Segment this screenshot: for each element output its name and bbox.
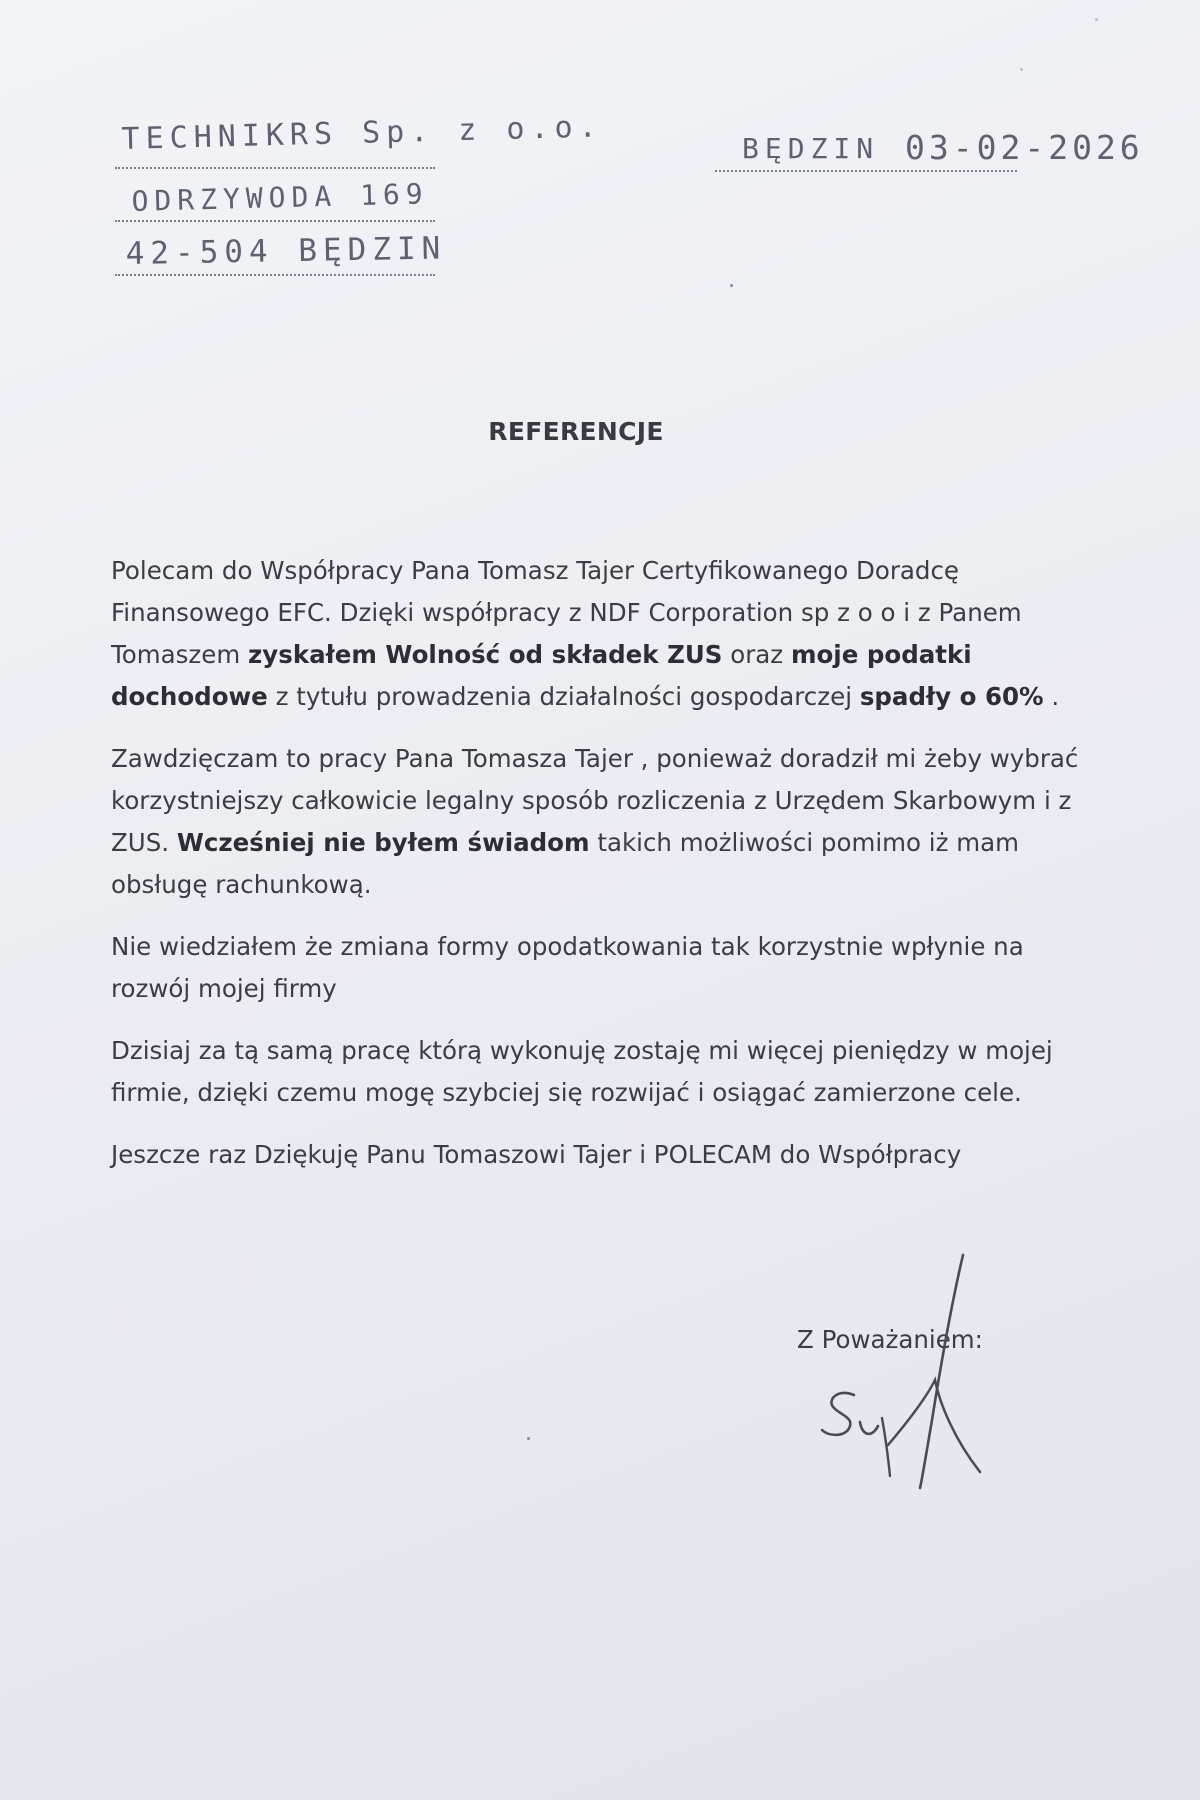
paragraph-3: Nie wiedziałem że zmiana formy opodatkowania tak korzystnie wpłynie na rozwój mojej firmy xyxy=(111,932,1024,1003)
paragraph-1-text-1: Polecam do Współpracy Pana Tomasz Tajer Certyfikowanego Doradcę Finansowego EFC. Dzięki współpracy z NDF Corporation sp z o o i z Panem Tomaszem xyxy=(111,556,1022,669)
sender-street: ODRZYWODA 169 xyxy=(131,177,430,218)
sender-company: TECHNIKRS Sp. z o.o. xyxy=(121,109,604,157)
document-title: REFERENCJE xyxy=(488,417,664,446)
signature-icon xyxy=(790,1240,1010,1490)
paragraph-1-bold-3: spadły o 60% xyxy=(859,682,1044,711)
paragraph-1-text-3: z tytułu prowadzenia działalności gospodarczej xyxy=(267,682,860,711)
paragraph-1-text-2: oraz xyxy=(722,640,791,669)
sender-postal-city: 42-504 BĘDZIN xyxy=(125,230,447,272)
paper-speck xyxy=(730,284,733,287)
letter-body xyxy=(111,550,1101,1196)
paragraph-1 xyxy=(111,550,1101,718)
paragraph-2-text-1: Zawdzięczam to pracy Pana Tomasza Tajer , ponieważ doradził mi żeby wybrać korzystniejszy całkowicie legalny sposób rozliczenia z Urzędem Skarbowym i z ZUS. xyxy=(111,744,1079,857)
sender-postal-city-underline xyxy=(115,274,435,276)
paper-speck xyxy=(1095,18,1098,21)
paragraph-1-text-4: . xyxy=(1043,682,1060,711)
paragraph-1-bold-1: zyskałem Wolność od składek ZUS xyxy=(248,640,723,669)
paragraph-1-bold-2: moje podatki dochodowe xyxy=(111,640,972,711)
place-city: BĘDZIN xyxy=(742,132,880,165)
paragraph-2 xyxy=(111,738,1101,906)
letter-date: 03-02-2026 xyxy=(905,128,1144,167)
paragraph-4: Dzisiaj za tą samą pracę którą wykonuję zostaję mi więcej pieniędzy w mojej firmie, dzięki czemu mogę szybciej się rozwijać i osiągać zamierzone cele. xyxy=(111,1036,1053,1107)
sender-company-underline xyxy=(115,167,435,169)
paragraph-5: Jeszcze raz Dziękuję Panu Tomaszowi Tajer i POLECAM do Współpracy xyxy=(111,1140,962,1169)
place-date-underline xyxy=(715,170,1017,172)
paragraph-2-text-2: takich możliwości pomimo iż mam obsługę rachunkową. xyxy=(111,828,1019,899)
paragraph-2-bold-1: Wcześniej nie byłem świadom xyxy=(176,828,590,857)
paper-speck xyxy=(527,1437,530,1440)
sender-street-underline xyxy=(115,220,435,222)
paper-speck xyxy=(1020,68,1023,71)
closing-salutation: Z Poważaniem: xyxy=(797,1325,983,1354)
